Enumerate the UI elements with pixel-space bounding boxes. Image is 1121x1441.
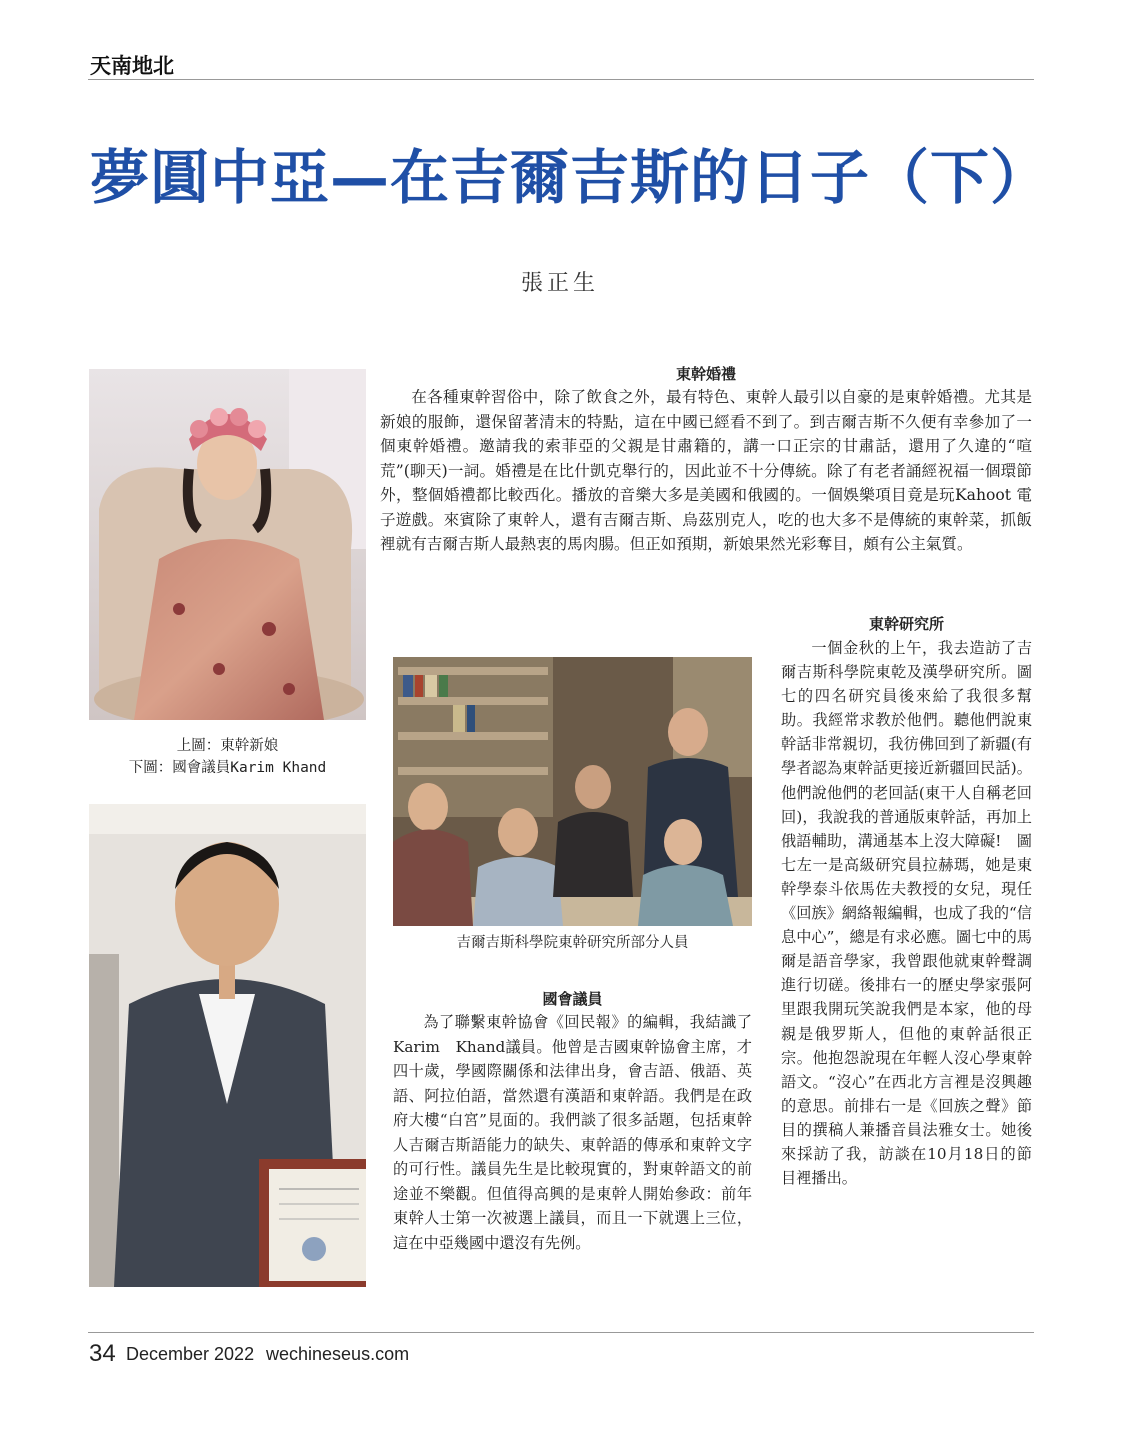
page-number: 34 xyxy=(89,1340,116,1367)
photo-caption-bottom: 下圖：國會議員Karim Khand xyxy=(128,760,327,776)
article-author: 張正生 xyxy=(520,271,599,296)
footer-rule xyxy=(88,1332,1034,1333)
section-heading-wedding: 東幹婚禮 xyxy=(675,365,736,383)
research-institute-photo xyxy=(393,657,752,926)
issue-date: December 2022 xyxy=(126,1344,255,1364)
section-body-institute: 一個金秋的上午，我去造訪了吉爾吉斯科學院東乾及漢學研究所。圖七的四名研究員後來給了我很多幫助。我經常求教於他們。聽他們說東幹話非常親切，我彷佛回到了新疆(有學者認為東幹話更接近新疆回民話)。他們說他們的老回話(東干人自稱老回回)，我說我的普通版東幹話，再加上俄語輔助，溝通基本上沒大障礙! 圖七左一是高級研究員拉赫瑪，她是東幹學泰斗依馬佐夫教授的女兒，現任《回族》網絡報編輯，也成了我的“信息中心”，總是有求必應。圖七中的馬爾是語音學家，我曾跟他就東幹聲調進行切磋。後排右一的歷史學家張阿里跟我開玩笑說我們是本家，他的母親是俄罗斯人，但他的東幹話很正宗。他抱怨說現在年輕人沒心學東幹語文。“沒心”在西北方言裡是沒興趣的意思。前排右一是《回族之聲》節目的撰稿人兼播音員法雅女士。她後來採訪了我，訪談在10月18日的節目裡播出。 xyxy=(781,639,1032,1188)
karim-khand-photo xyxy=(89,804,366,1287)
article-title: 夢圓中亞—在吉爾吉斯的日子（下） xyxy=(90,143,1051,212)
section-body-parliament: 為了聯繫東幹協會《回民報》的編輯，我結識了Karim Khand議員。他曾是吉國東幹協會主席，才四十歲，學國際關係和法律出身，會吉語、俄語、英語、阿拉伯語，當然還有漢語和東幹語。我們是在政府大樓“白宮”見面的。我們談了很多話題，包括東幹人吉爾吉斯語能力的缺失、東幹語的傳承和東幹文字的可行性。議員先生是比較現實的，對東幹語文的前途並不樂觀。但值得高興的是東幹人開始參政：前年東幹人士第一次被選上議員，而且一下就選上三位，這在中亞幾國中還沒有先例。 xyxy=(393,1013,752,1252)
section-heading-parliament: 國會議員 xyxy=(542,990,603,1008)
photo-caption-top: 上圖：東幹新娘 xyxy=(176,738,279,754)
website-link[interactable]: wechineseus.com xyxy=(266,1344,410,1364)
bride-photo xyxy=(89,369,366,720)
section-heading-institute: 東幹研究所 xyxy=(868,615,944,633)
research-institute-caption: 吉爾吉斯科學院東幹研究所部分人員 xyxy=(456,935,689,951)
header-rule xyxy=(88,79,1034,80)
section-body-wedding: 在各種東幹習俗中，除了飲食之外，最有特色、東幹人最引以自豪的是東幹婚禮。尤其是新娘的服飾，還保留著清末的特點，這在中國已經看不到了。到吉爾吉斯不久便有幸參加了一個東幹婚禮。邀請我的索菲亞的父親是甘肅籍的，講一口正宗的甘肅話，還用了久違的“喧荒”(聊天)一詞。婚禮是在比什凱克舉行的，因此並不十分傳統。除了有老者誦經祝福一個環節外，整個婚禮都比較西化。播放的音樂大多是美國和俄國的。一個娛樂項目竟是玩Kahoot 電子遊戲。來賓除了東幹人，還有吉爾吉斯、烏茲別克人，吃的也大多不是傳統的東幹菜，抓飯裡就有吉爾吉斯人最熱衷的馬肉腸。但正如預期，新娘果然光彩奪目，頗有公主氣質。 xyxy=(380,388,1032,553)
section-label: 天南地北 xyxy=(90,53,174,78)
